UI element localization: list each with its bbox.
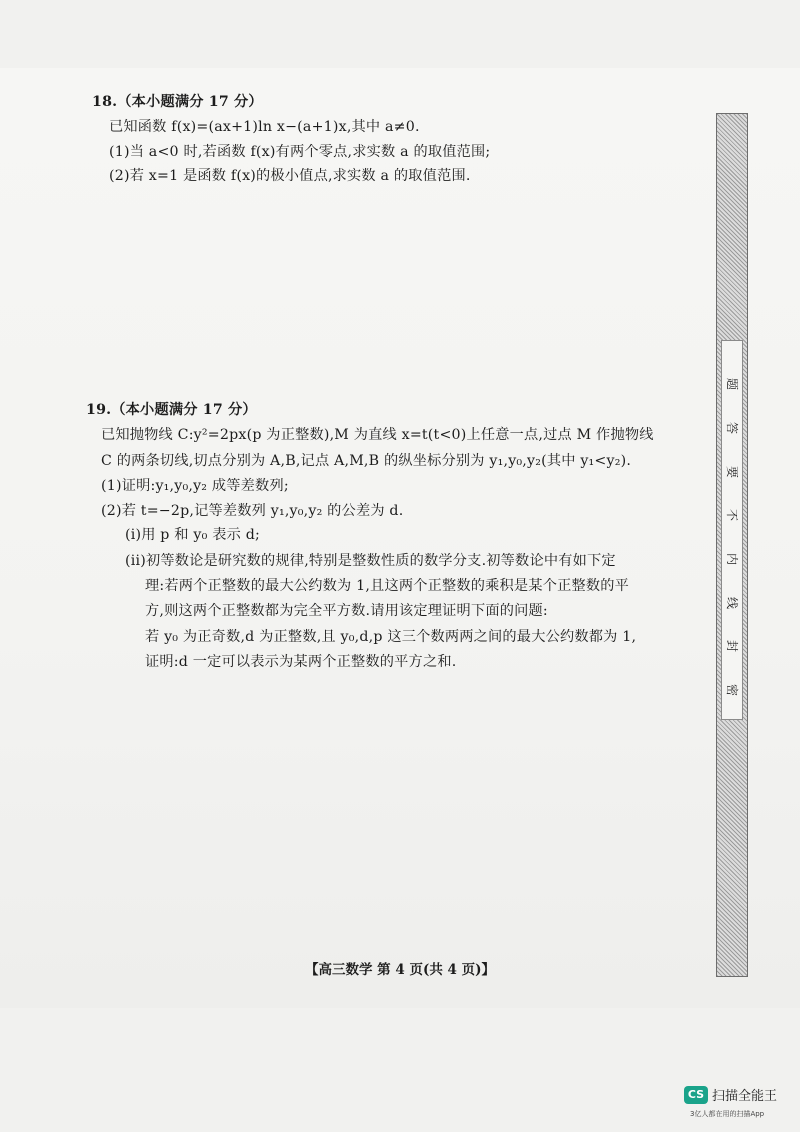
q19-part1: (1)证明:y₁,y₀,y₂ 成等差数列; [101, 478, 289, 494]
seal-char: 内 [725, 552, 739, 565]
q19-sub-ii-line2: 理:若两个正整数的最大公约数为 1,且这两个正整数的乘积是某个正整数的平 [145, 578, 630, 594]
seal-strip-window [721, 340, 743, 720]
q19-part2: (2)若 t=−2p,记等差数列 y₁,y₀,y₂ 的公差为 d. [101, 503, 404, 519]
q19-stem-line2: C 的两条切线,切点分别为 A,B,记点 A,M,B 的纵坐标分别为 y₁,y₀,y₂(其中 y₁<y₂). [101, 453, 632, 469]
camscanner-logo-icon: CS [684, 1086, 708, 1104]
camscanner-name: 扫描全能王 [712, 1089, 778, 1104]
q18-part2: (2)若 x=1 是函数 f(x)的极小值点,求实数 a 的取值范围. [109, 168, 471, 184]
seal-char: 要 [725, 465, 739, 478]
q19-sub-ii-line3: 方,则这两个正整数都为完全平方数.请用该定理证明下面的问题: [145, 603, 548, 619]
seal-char: 答 [725, 421, 739, 434]
q19-sub-ii-line5: 证明:d 一定可以表示为某两个正整数的平方之和. [145, 654, 457, 670]
seal-char: 密 [725, 683, 739, 696]
camscanner-tagline: 3亿人都在用的扫描App [690, 1110, 765, 1118]
q18-header: 18.（本小题满分 17 分） [92, 94, 263, 110]
page-footer: 【高三数学 第 4 页(共 4 页)】 [304, 962, 496, 978]
q18-stem: 已知函数 f(x)=(ax+1)ln x−(a+1)x,其中 a≠0. [109, 119, 420, 135]
seal-char: 题 [725, 377, 739, 390]
q19-sub-ii-line4: 若 y₀ 为正奇数,d 为正整数,且 y₀,d,p 这三个数两两之间的最大公约数都为 1, [145, 629, 637, 645]
q19-sub-ii-line1: (ii)初等数论是研究数的规律,特别是整数性质的数学分支.初等数论中有如下定 [125, 553, 616, 569]
q19-header: 19.（本小题满分 17 分） [86, 402, 257, 418]
q19-stem-line1: 已知抛物线 C:y²=2px(p 为正整数),M 为直线 x=t(t<0)上任意一点,过点 M 作抛物线 [101, 427, 654, 443]
exam-page [0, 68, 800, 1008]
seal-char: 不 [725, 508, 739, 521]
seal-char: 封 [725, 639, 739, 652]
q19-sub-i: (i)用 p 和 y₀ 表示 d; [125, 527, 260, 543]
seal-char: 线 [725, 596, 739, 609]
q18-part1: (1)当 a<0 时,若函数 f(x)有两个零点,求实数 a 的取值范围; [109, 144, 491, 160]
